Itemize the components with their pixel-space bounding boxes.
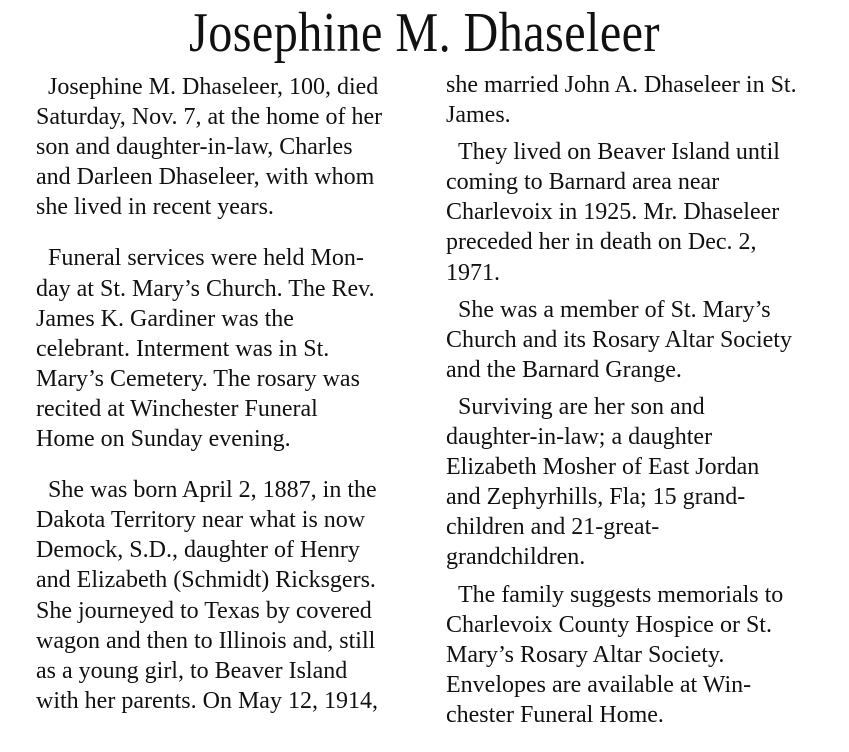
text-line: Mary’s Cemetery. The rosary was (36, 365, 360, 392)
text-line: grandchildren. (446, 544, 586, 571)
text-line: Elizabeth Mosher of East Jordan (446, 454, 760, 481)
text-line: recited at Winchester Funeral (36, 395, 318, 422)
headline: Josephine M. Dhaseleer (189, 2, 660, 64)
text-line: She was a member of St. Mary’s (458, 296, 771, 323)
text-line: She journeyed to Texas by covered (36, 597, 372, 624)
text-line: son and daughter-in-law, Charles (36, 134, 353, 161)
text-line: Josephine M. Dhaseleer, 100, died (48, 74, 379, 100)
text-line: Dakota Territory near what is now (36, 507, 366, 534)
text-line: wagon and then to Illinois and, still (36, 627, 376, 654)
text-line: with her parents. On May 12, 1914, (36, 687, 378, 714)
text-line: children and 21-great- (446, 514, 660, 541)
left-column (36, 72, 408, 716)
text-line: Funeral services were held Mon- (48, 245, 364, 272)
text-line: day at St. Mary’s Church. The Rev. (36, 275, 375, 302)
text-line: 1971. (446, 259, 500, 286)
text-line: celebrant. Interment was in St. (36, 335, 330, 362)
text-line: They lived on Beaver Island until (458, 139, 780, 166)
text-line: coming to Barnard area near (446, 169, 720, 196)
text-line: and Zephyrhills, Fla; 15 grand- (446, 484, 746, 511)
paragraph-funeral-services (36, 243, 408, 454)
text-line: and Darleen Dhaseleer, with whom (36, 164, 375, 191)
paragraph-memorials (446, 580, 840, 730)
text-line: daughter-in-law; a daughter (446, 424, 713, 451)
text-line: James K. Gardiner was the (36, 305, 294, 332)
paragraph-membership (446, 295, 840, 385)
paragraph-biography (36, 475, 408, 716)
text-line: She was born April 2, 1887, in the (48, 477, 377, 504)
text-line: Demock, S.D., daughter of Henry (36, 537, 360, 564)
text-line: James. (446, 102, 511, 129)
paragraph-survivors (446, 392, 840, 573)
text-line: and Elizabeth (Schmidt) Ricksgers. (36, 567, 376, 594)
text-line: as a young girl, to Beaver Island (36, 657, 348, 684)
text-line: Charlevoix in 1925. Mr. Dhaseleer (446, 199, 780, 226)
right-column (446, 70, 840, 730)
paragraph-beaver-island (446, 137, 840, 287)
text-line: Church and its Rosary Altar Society (446, 326, 792, 353)
text-line: Envelopes are available at Win- (446, 671, 752, 698)
text-line: Surviving are her son and (458, 393, 705, 420)
text-line: she married John A. Dhaseleer in St. (446, 72, 797, 98)
paragraph-death-notice (36, 72, 408, 222)
text-line: she lived in recent years. (36, 194, 274, 221)
text-line: preceded her in death on Dec. 2, (446, 229, 757, 256)
text-line: Mary’s Rosary Altar Society. (446, 641, 725, 668)
text-line: chester Funeral Home. (446, 701, 664, 728)
text-line: The family suggests memorials to (458, 581, 784, 608)
text-line: Saturday, Nov. 7, at the home of her (36, 104, 383, 131)
text-line: Charlevoix County Hospice or St. (446, 611, 772, 638)
text-line: Home on Sunday evening. (36, 426, 291, 453)
paragraph-marriage (446, 70, 840, 130)
text-line: and the Barnard Grange. (446, 356, 682, 383)
